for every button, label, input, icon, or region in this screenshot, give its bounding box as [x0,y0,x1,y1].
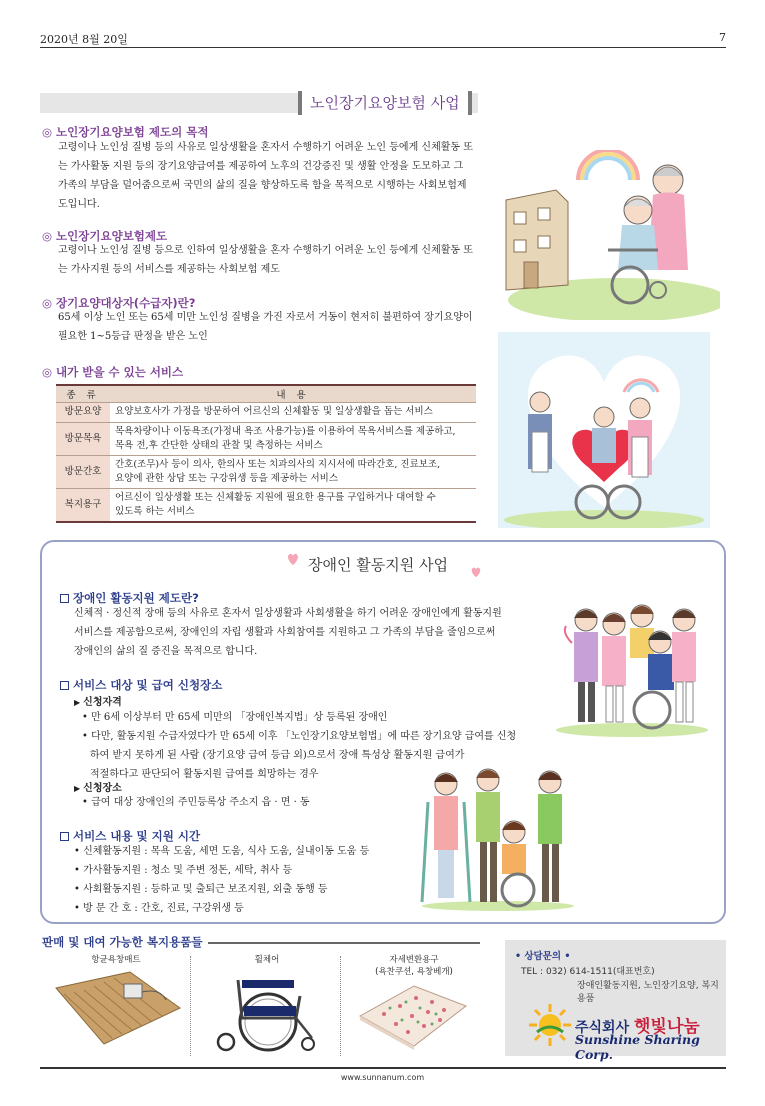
company-name-english: Sunshine Sharing Corp. [575,1032,700,1062]
wheelchair-image [208,966,328,1054]
contact-phone: TEL : 032) 614-1511(대표번호) [521,967,655,977]
disability-content-text: • 신체활동지원 : 목욕 도움, 세면 도움, 식사 도움, 실내이동 도움 등 • 가사활동지원 : 청소 및 주변 정돈, 세탁, 취사 등 • 사회활동지원 : 등하교 및 출퇴근 보조지원, 외출 동행 등 • 방 문 간 호 : 간호, 진료, 구강위생 등 [74,846,370,914]
table-row [56,402,476,422]
square-marker-icon [60,594,69,603]
ltc-section-title: 노인장기요양보험 사업 [298,91,472,115]
service-type: 복지용구 [56,488,110,522]
triangle-right-icon: ▶ [74,698,81,707]
product-label: 자세변환용구 (욕찬쿠션, 욕창베개) [375,955,453,977]
sun-logo-icon [527,1002,573,1048]
table-row [56,455,476,488]
contact-title: • 상담문의 • [515,951,571,962]
triangle-right-icon: ▶ [74,784,81,793]
company-name-korean: 주식회사 햇빛나눔 [575,1017,700,1037]
column-header-type: 종 류 [56,385,110,402]
circle-marker-icon: ◎ [42,125,53,139]
place-subheading: ▶ 신청장소 [74,783,122,794]
ltc-eligible-heading: ◎ 장기요양대상자(수급자)란? [42,296,196,310]
disability-support-group-illustration [552,598,712,738]
page-number: 7 [719,31,726,44]
table-header-row [56,385,476,402]
circle-marker-icon: ◎ [42,296,53,310]
services-table [56,384,476,523]
service-description: 어르신이 일상생활 또는 신체활동 지원에 필요한 용구를 구입하거나 대여할 수 있도록 하는 서비스 [110,488,476,522]
disability-section-title: 장애인 활동지원 사업 [308,556,448,574]
table-row [56,422,476,455]
disability-what-heading: 장애인 활동지원 제도란? [60,590,199,606]
disability-content-heading: 서비스 내용 및 지원 시간 [60,828,200,844]
qualification-subheading: ▶ 신청자격 [74,697,122,708]
ltc-purpose-heading: ◎ 노인장기요양보험 제도의 목적 [42,125,209,139]
contact-services: 장애인활동지원, 노인장기요양, 복지용품 [577,981,719,1004]
heart-icon [470,566,482,578]
service-type: 방문요양 [56,402,110,422]
products-heading: 판매 및 대여 가능한 복지용품들 [42,935,203,949]
footer-url: www.sunnanum.com [340,1073,425,1082]
caregivers-heart-illustration [498,332,710,528]
qualification-text: • 만 6세 이상부터 만 65세 미만의 「장애인복지법」상 등록된 장애인 • 다만, 활동지원 수급자였다가 만 65세 이후 「노인장기요양보험법」에 따른 장기요양 급여를 신청 하여 받지 못하게 된 사람 (장기요양 급여 등급 외)으로서 장애 특성상 활동지원 급여가 적절하다고 판단되어 활동지원 급여를 희망하는 경우 [82,712,517,780]
ltc-services-heading: ◎ 내가 받을 수 있는 서비스 [42,365,184,379]
product-divider [190,956,191,1056]
ltc-system-heading: ◎ 노인장기요양보험제도 [42,229,168,243]
service-type: 방문간호 [56,455,110,488]
circle-marker-icon: ◎ [42,229,53,243]
elderly-couple-illustration [498,150,720,320]
ltc-system-text: 고령이나 노인성 질병 등으로 인하여 일상생활을 혼자 수행하기 어려운 노인 등에게 신체활동 또 는 가사지원 등의 서비스를 제공하는 사회보험 제도 [58,245,473,275]
ltc-purpose-text: 고령이나 노인성 질병 등의 사유로 일상생활을 혼자서 수행하기 어려운 노인 등에게 신체활동 또 는 가사활동 지원 등의 장기요양급여를 제공하여 노후의 건강증진 및 생활 안정을 도모하고 그 가족의 부담을 덜어줌으로써 국민의 삶의 질을 향상하도록 함을 목적으로 시행하는 사회보험제 도입니다. [58,142,473,210]
service-type: 방문목욕 [56,422,110,455]
page-header [40,28,726,48]
square-marker-icon [60,832,69,841]
contact-box [505,940,726,1062]
positioning-cushion-image [354,980,472,1052]
circle-marker-icon: ◎ [42,365,53,379]
product-divider [340,956,341,1056]
service-description: 간호(조무)사 등이 의사, 한의사 또는 치과의사의 지시서에 따라간호, 진료보조, 요양에 관한 상담 또는 구강위생 등을 제공하는 서비스 [110,455,476,488]
place-text: • 급여 대상 장애인의 주민등록상 주소지 읍 · 면 · 동 [82,797,310,808]
heart-icon [286,552,300,566]
ltc-eligible-text: 65세 이상 노인 또는 65세 미만 노인성 질병을 가진 자로서 거동이 현저히 불편하여 장기요양이 필요한 1~5등급 판정을 받은 노인 [58,312,473,342]
disability-what-text: 신체적 · 정신적 장애 등의 사유로 혼자서 일상생활과 사회생활을 하기 어려운 장애인에게 활동지원 서비스를 제공함으로써, 장애인의 자립 생활과 사회참여를 지원하고 그 가족의 부담을 줄임으로써 장애인의 삶의 질 증진을 목적으로 합니다. [74,608,502,657]
products-heading-rule [208,942,480,944]
table-row [56,488,476,522]
footer-rule [40,1067,726,1069]
product-label: 휠체어 [254,955,280,965]
square-marker-icon [60,681,69,690]
column-header-content: 내 용 [110,385,476,402]
disability-target-heading: 서비스 대상 및 급여 신청장소 [60,677,222,693]
service-description: 요양보호사가 가정을 방문하여 어르신의 신체활동 및 일상생활을 돕는 서비스 [110,402,476,422]
family-crutches-wheelchair-illustration [418,762,578,912]
pressure-mattress-image [50,968,184,1052]
product-label: 항균욕창매트 [91,955,141,965]
service-description: 목욕차량이나 이동욕조(가정내 욕조 사용가능)를 이용하여 목욕서비스를 제공하고, 목욕 전,후 간단한 상태의 관찰 및 측정하는 서비스 [110,422,476,455]
issue-date: 2020년 8월 20일 [40,33,128,46]
